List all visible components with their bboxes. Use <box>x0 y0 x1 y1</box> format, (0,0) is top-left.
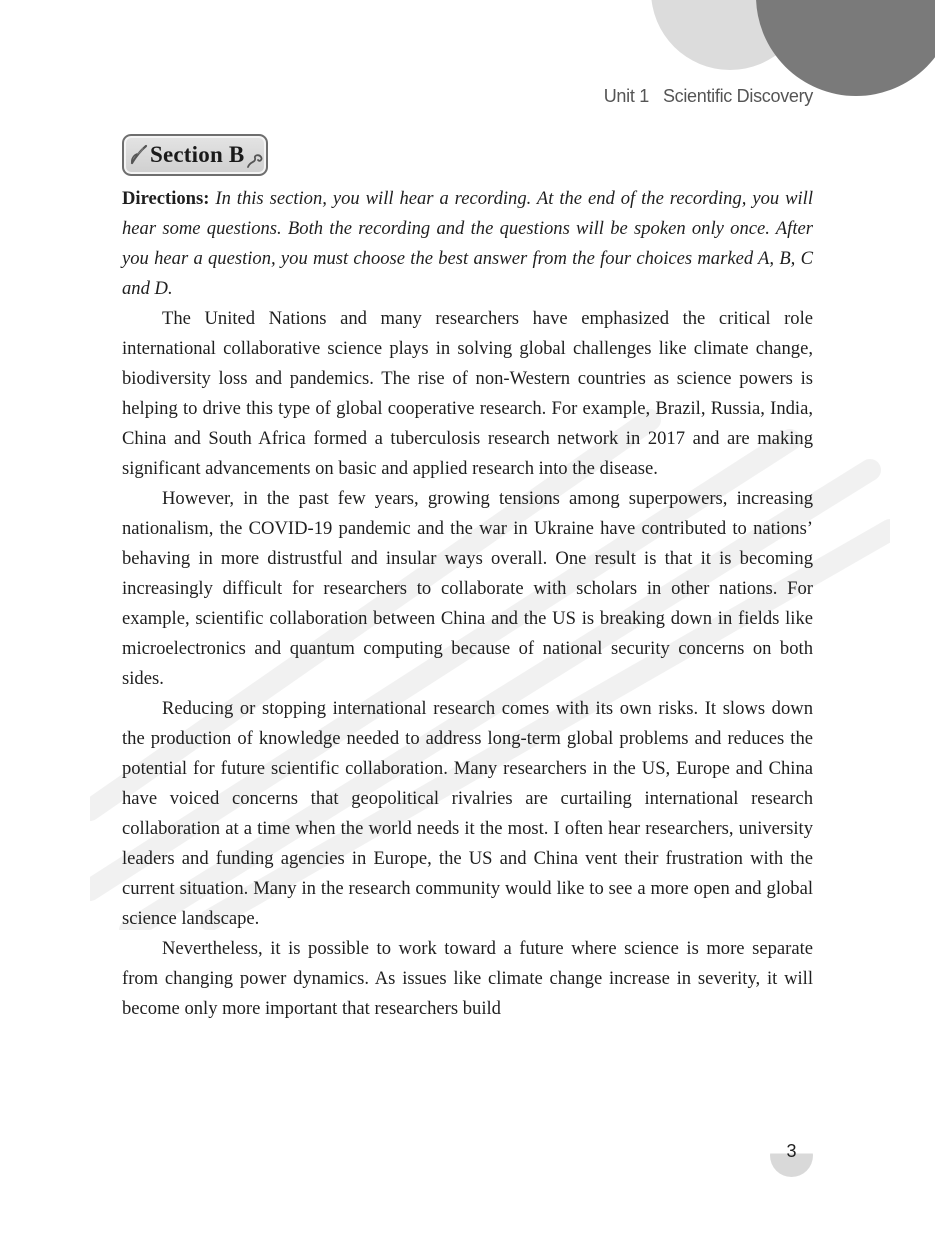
page-number: 3 <box>786 1141 797 1161</box>
directions-text: In this section, you will hear a recording. At the end of the recording, you will hear some questions. Both the recording and the questions will be spoken only once. After you hear a question, you must choose the best answer from the four choices marked A, B, C and D. <box>122 188 813 299</box>
pen-icon <box>129 144 149 166</box>
paragraph-1: The United Nations and many researchers have emphasized the critical role international collaborative science plays in solving global challenges like climate change, biodiversity loss and pandemics. The rise of non-Western countries as science powers is helping to drive this type of global cooperative research. For example, Brazil, Russia, India, China and South Africa formed a tuberculosis research network in 2017 and are making significant advancements on basic and applied research into the disease. <box>122 308 813 479</box>
paragraph-4: Nevertheless, it is possible to work toward a future where science is more separate from changing power dynamics. As issues like climate change increase in severity, it will become only more important that researchers build <box>122 938 813 1019</box>
paragraph-3: Reducing or stopping international research comes with its own risks. It slows down the production of knowledge needed to address long-term global problems and reduces the potential for future scientific collaboration. Many researchers in the US, Europe and China have voiced concerns that geopolitical rivalries are curtailing international research collaboration at a time when the world needs it the most. I often hear researchers, university leaders and funding agencies in Europe, the US and China vent their frustration with the current situation. Many in the research community would like to see a more open and global science landscape. <box>122 698 813 929</box>
decorative-circle-dark <box>756 0 935 96</box>
directions <box>122 184 813 304</box>
section-badge <box>122 134 268 176</box>
unit-title: Scientific Discovery <box>662 86 813 106</box>
curl-icon <box>246 153 264 169</box>
running-head <box>604 86 813 107</box>
unit-label: Unit 1 <box>603 86 649 106</box>
main-content <box>122 184 813 1024</box>
directions-label: Directions: <box>122 188 210 209</box>
section-title: Section B <box>150 142 245 167</box>
paragraph-2: However, in the past few years, growing tensions among superpowers, increasing nationalism, the COVID-19 pandemic and the war in Ukraine have contributed to nations’ behaving in more distrustful and insular ways overall. One result is that it is becoming increasingly difficult for researchers to collaborate with scholars in other nations. For example, scientific collaboration between China and the US is breaking down in fields like microelectronics and quantum computing because of national security concerns on both sides. <box>122 488 813 689</box>
